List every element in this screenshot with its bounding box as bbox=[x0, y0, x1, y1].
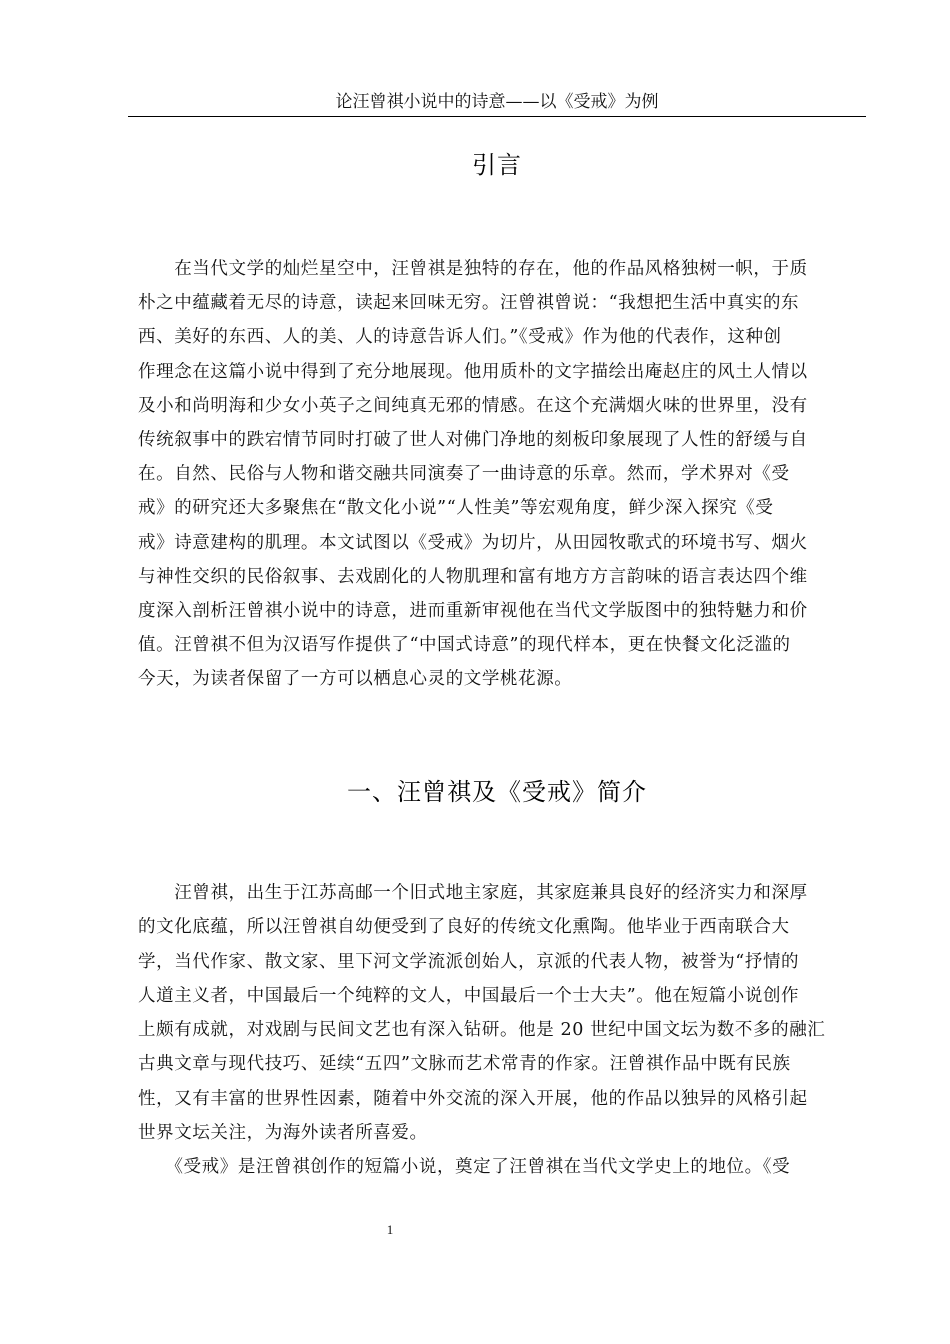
text-line: 作理念在这篇小说中得到了充分地展现。他用质朴的文字描绘出庵赵庄的风土人情以 bbox=[138, 361, 808, 382]
page-number: 1 bbox=[386, 1222, 394, 1237]
text-line: 学，当代作家、散文家、里下河文学流派创始人，京派的代表人物，被誉为“抒情的 bbox=[138, 951, 800, 972]
text-line: 在。自然、民俗与人物和谐交融共同演奏了一曲诗意的乐章。然而，学术界对《受 bbox=[138, 464, 790, 485]
intro-heading: 引言 bbox=[472, 151, 522, 179]
text-line: 汪曾祺，出生于江苏高邮一个旧式地主家庭，其家庭兼具良好的经济实力和深厚 bbox=[138, 883, 808, 903]
text-line: 人道主义者，中国最后一个纯粹的文人，中国最后一个士大夫”。他在短篇小说创作 bbox=[138, 985, 800, 1006]
text-line: 及小和尚明海和少女小英子之间纯真无邪的情感。在这个充满烟火味的世界里，没有 bbox=[138, 395, 808, 416]
text-line: 性，又有丰富的世界性因素，随着中外交流的深入开展，他的作品以独异的风格引起 bbox=[138, 1088, 808, 1109]
section-1-paragraphs bbox=[138, 876, 860, 1185]
text-line: 度深入剖析汪曾祺小说中的诗意，进而重新审视他在当代文学版图中的独特魅力和价 bbox=[138, 600, 808, 621]
text-line: 戒》的研究还大多聚焦在“散文化小说”“人性美”等宏观角度，鲜少深入探究《受 bbox=[138, 498, 774, 519]
text-line: 西、美好的东西、人的美、人的诗意告诉人们。”《受戒》作为他的代表作，这种创 bbox=[138, 327, 782, 348]
text-line: 传统叙事中的跌宕情节同时打破了世人对佛门净地的刻板印象展现了人性的舒缓与自 bbox=[138, 429, 808, 450]
intro-paragraph bbox=[138, 252, 860, 696]
text-line: 戒》诗意建构的肌理。本文试图以《受戒》为切片，从田园牧歌式的环境书写、烟火 bbox=[138, 532, 808, 553]
text-line: 在当代文学的灿烂星空中，汪曾祺是独特的存在，他的作品风格独树一帜，于质 bbox=[138, 259, 808, 279]
text-line: 《受戒》是汪曾祺创作的短篇小说，奠定了汪曾祺在当代文学史上的地位。《受 bbox=[138, 1157, 791, 1178]
text-line: 古典文章与现代技巧、延续“五四”文脉而艺术常青的作家。汪曾祺作品中既有民族 bbox=[138, 1054, 791, 1075]
text-line: 值。汪曾祺不但为汉语写作提供了“中国式诗意”的现代样本，更在快餐文化泛滥的 bbox=[138, 635, 791, 656]
text-line: 世界文坛关注，为海外读者所喜爱。 bbox=[138, 1123, 428, 1144]
text-line: 的文化底蕴，所以汪曾祺自幼便受到了良好的传统文化熏陶。他毕业于西南联合大 bbox=[138, 917, 790, 938]
text-line: 今天，为读者保留了一方可以栖息心灵的文学桃花源。 bbox=[138, 669, 573, 690]
text-line: 与神性交织的民俗叙事、去戏剧化的人物肌理和富有地方方言韵味的语言表达四个维 bbox=[138, 566, 808, 587]
text-line: 上颇有成就，对戏剧与民间文艺也有深入钻研。他是 20 世纪中国文坛为数不多的融汇 bbox=[138, 1020, 826, 1041]
text-line: 朴之中蕴藏着无尽的诗意，读起来回味无穷。汪曾祺曾说：“我想把生活中真实的东 bbox=[138, 293, 800, 314]
running-header: 论汪曾祺小说中的诗意——以《受戒》为例 bbox=[128, 88, 866, 117]
section-1-heading: 一、汪曾祺及《受戒》简介 bbox=[347, 778, 647, 806]
